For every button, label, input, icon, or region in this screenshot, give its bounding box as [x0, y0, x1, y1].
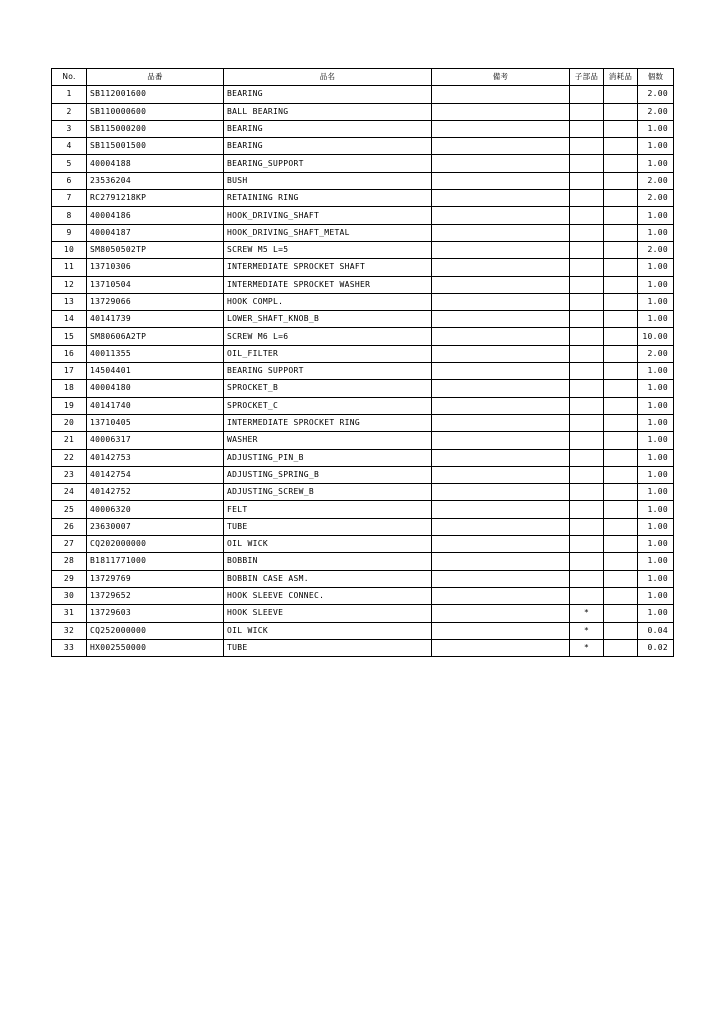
cell-part-no: 13710306	[87, 259, 224, 276]
cell-qty: 0.04	[638, 622, 674, 639]
cell-sub-part	[570, 536, 604, 553]
cell-remarks	[432, 86, 570, 103]
cell-part-no: SB112001600	[87, 86, 224, 103]
cell-consumable	[604, 363, 638, 380]
cell-qty: 1.00	[638, 587, 674, 604]
cell-sub-part	[570, 328, 604, 345]
cell-remarks	[432, 449, 570, 466]
table-row	[52, 120, 674, 137]
cell-name: HOOK COMPL.	[224, 293, 432, 310]
cell-name: ADJUSTING_SCREW_B	[224, 484, 432, 501]
cell-qty: 1.00	[638, 570, 674, 587]
cell-qty: 2.00	[638, 103, 674, 120]
cell-qty: 1.00	[638, 518, 674, 535]
cell-part-no: 40004187	[87, 224, 224, 241]
cell-sub-part	[570, 224, 604, 241]
table-row	[52, 397, 674, 414]
cell-part-no: 14504401	[87, 363, 224, 380]
cell-no: 18	[52, 380, 87, 397]
cell-qty: 1.00	[638, 484, 674, 501]
cell-part-no: SB110000600	[87, 103, 224, 120]
cell-part-no: RC2791218KP	[87, 190, 224, 207]
cell-part-no: SM8050502TP	[87, 241, 224, 258]
cell-part-no: 40141740	[87, 397, 224, 414]
cell-qty: 2.00	[638, 172, 674, 189]
cell-qty: 2.00	[638, 86, 674, 103]
cell-part-no: 13729066	[87, 293, 224, 310]
cell-name: BEARING	[224, 120, 432, 137]
table-row	[52, 345, 674, 362]
cell-no: 20	[52, 414, 87, 431]
cell-consumable	[604, 138, 638, 155]
cell-qty: 1.00	[638, 397, 674, 414]
cell-consumable	[604, 536, 638, 553]
header-no: No.	[52, 69, 87, 86]
cell-name: BEARING	[224, 138, 432, 155]
cell-consumable	[604, 155, 638, 172]
cell-remarks	[432, 414, 570, 431]
cell-part-no: 40142753	[87, 449, 224, 466]
cell-consumable	[604, 605, 638, 622]
cell-sub-part	[570, 587, 604, 604]
cell-no: 31	[52, 605, 87, 622]
cell-sub-part	[570, 414, 604, 431]
table-row	[52, 86, 674, 103]
cell-no: 21	[52, 432, 87, 449]
cell-consumable	[604, 345, 638, 362]
table-row	[52, 553, 674, 570]
cell-remarks	[432, 293, 570, 310]
cell-qty: 1.00	[638, 466, 674, 483]
cell-qty: 1.00	[638, 449, 674, 466]
cell-part-no: 23630007	[87, 518, 224, 535]
table-row	[52, 414, 674, 431]
cell-qty: 1.00	[638, 605, 674, 622]
cell-remarks	[432, 224, 570, 241]
cell-qty: 1.00	[638, 414, 674, 431]
cell-no: 33	[52, 639, 87, 656]
table-row	[52, 449, 674, 466]
cell-name: BOBBIN CASE ASM.	[224, 570, 432, 587]
header-sub-part: 子部品	[570, 69, 604, 86]
cell-qty: 1.00	[638, 380, 674, 397]
cell-no: 15	[52, 328, 87, 345]
cell-consumable	[604, 293, 638, 310]
cell-qty: 1.00	[638, 553, 674, 570]
cell-sub-part	[570, 172, 604, 189]
cell-sub-part	[570, 311, 604, 328]
cell-qty: 2.00	[638, 345, 674, 362]
cell-name: OIL WICK	[224, 622, 432, 639]
cell-remarks	[432, 536, 570, 553]
cell-remarks	[432, 570, 570, 587]
cell-remarks	[432, 276, 570, 293]
cell-part-no: 40142754	[87, 466, 224, 483]
cell-sub-part	[570, 293, 604, 310]
cell-part-no: 40006317	[87, 432, 224, 449]
cell-consumable	[604, 311, 638, 328]
cell-no: 30	[52, 587, 87, 604]
cell-part-no: 23536204	[87, 172, 224, 189]
cell-name: BUSH	[224, 172, 432, 189]
cell-remarks	[432, 345, 570, 362]
cell-remarks	[432, 466, 570, 483]
cell-remarks	[432, 432, 570, 449]
parts-body	[52, 86, 674, 657]
cell-no: 23	[52, 466, 87, 483]
cell-remarks	[432, 484, 570, 501]
table-row	[52, 466, 674, 483]
cell-no: 25	[52, 501, 87, 518]
cell-name: HOOK_DRIVING_SHAFT	[224, 207, 432, 224]
cell-sub-part	[570, 259, 604, 276]
cell-qty: 1.00	[638, 432, 674, 449]
cell-part-no: 40004188	[87, 155, 224, 172]
cell-part-no: 13710504	[87, 276, 224, 293]
cell-remarks	[432, 518, 570, 535]
table-row	[52, 172, 674, 189]
table-row	[52, 432, 674, 449]
table-row	[52, 605, 674, 622]
cell-name: TUBE	[224, 639, 432, 656]
cell-consumable	[604, 103, 638, 120]
cell-consumable	[604, 622, 638, 639]
header-consumable: 消耗品	[604, 69, 638, 86]
cell-remarks	[432, 138, 570, 155]
cell-no: 27	[52, 536, 87, 553]
parts-table	[51, 68, 674, 657]
cell-no: 8	[52, 207, 87, 224]
cell-no: 16	[52, 345, 87, 362]
cell-no: 2	[52, 103, 87, 120]
header-name: 品名	[224, 69, 432, 86]
cell-name: OIL_FILTER	[224, 345, 432, 362]
cell-qty: 1.00	[638, 224, 674, 241]
cell-qty: 1.00	[638, 138, 674, 155]
cell-part-no: CQ202000000	[87, 536, 224, 553]
cell-sub-part	[570, 138, 604, 155]
cell-name: SCREW M6 L=6	[224, 328, 432, 345]
cell-part-no: 40142752	[87, 484, 224, 501]
header-part-no: 品番	[87, 69, 224, 86]
cell-consumable	[604, 172, 638, 189]
cell-consumable	[604, 553, 638, 570]
cell-part-no: 13729652	[87, 587, 224, 604]
cell-part-no: CQ252000000	[87, 622, 224, 639]
cell-no: 12	[52, 276, 87, 293]
cell-name: ADJUSTING_PIN_B	[224, 449, 432, 466]
cell-part-no: SM80606A2TP	[87, 328, 224, 345]
table-row	[52, 518, 674, 535]
cell-remarks	[432, 328, 570, 345]
cell-remarks	[432, 380, 570, 397]
cell-sub-part	[570, 518, 604, 535]
cell-remarks	[432, 501, 570, 518]
table-row	[52, 484, 674, 501]
cell-remarks	[432, 622, 570, 639]
cell-no: 28	[52, 553, 87, 570]
cell-remarks	[432, 587, 570, 604]
cell-consumable	[604, 328, 638, 345]
cell-qty: 1.00	[638, 536, 674, 553]
cell-remarks	[432, 207, 570, 224]
table-row	[52, 587, 674, 604]
cell-sub-part	[570, 363, 604, 380]
cell-name: RETAINING RING	[224, 190, 432, 207]
cell-no: 24	[52, 484, 87, 501]
cell-name: SPROCKET_B	[224, 380, 432, 397]
cell-sub-part	[570, 103, 604, 120]
cell-consumable	[604, 241, 638, 258]
table-row	[52, 639, 674, 656]
cell-name: FELT	[224, 501, 432, 518]
cell-no: 9	[52, 224, 87, 241]
cell-sub-part: *	[570, 639, 604, 656]
cell-sub-part	[570, 553, 604, 570]
cell-name: BALL BEARING	[224, 103, 432, 120]
cell-qty: 1.00	[638, 311, 674, 328]
table-row	[52, 380, 674, 397]
cell-sub-part	[570, 190, 604, 207]
cell-no: 13	[52, 293, 87, 310]
cell-consumable	[604, 380, 638, 397]
cell-sub-part	[570, 449, 604, 466]
cell-no: 17	[52, 363, 87, 380]
table-row	[52, 293, 674, 310]
cell-name: BEARING_SUPPORT	[224, 155, 432, 172]
cell-consumable	[604, 466, 638, 483]
cell-sub-part	[570, 380, 604, 397]
cell-no: 3	[52, 120, 87, 137]
cell-remarks	[432, 311, 570, 328]
cell-consumable	[604, 397, 638, 414]
cell-no: 29	[52, 570, 87, 587]
cell-remarks	[432, 241, 570, 258]
cell-consumable	[604, 224, 638, 241]
cell-consumable	[604, 432, 638, 449]
cell-consumable	[604, 259, 638, 276]
cell-qty: 1.00	[638, 293, 674, 310]
cell-consumable	[604, 587, 638, 604]
cell-part-no: 40011355	[87, 345, 224, 362]
cell-name: TUBE	[224, 518, 432, 535]
cell-qty: 1.00	[638, 276, 674, 293]
table-row	[52, 622, 674, 639]
cell-sub-part	[570, 207, 604, 224]
cell-consumable	[604, 190, 638, 207]
cell-consumable	[604, 276, 638, 293]
cell-no: 32	[52, 622, 87, 639]
table-row	[52, 155, 674, 172]
cell-no: 1	[52, 86, 87, 103]
cell-sub-part	[570, 501, 604, 518]
cell-sub-part	[570, 432, 604, 449]
cell-name: HOOK SLEEVE CONNEC.	[224, 587, 432, 604]
header-remarks: 備考	[432, 69, 570, 86]
cell-sub-part	[570, 484, 604, 501]
cell-sub-part: *	[570, 605, 604, 622]
cell-no: 10	[52, 241, 87, 258]
cell-part-no: SB115000200	[87, 120, 224, 137]
cell-consumable	[604, 86, 638, 103]
cell-part-no: 13729603	[87, 605, 224, 622]
cell-name: ADJUSTING_SPRING_B	[224, 466, 432, 483]
table-row	[52, 224, 674, 241]
cell-qty: 1.00	[638, 259, 674, 276]
table-row	[52, 276, 674, 293]
cell-no: 22	[52, 449, 87, 466]
cell-no: 7	[52, 190, 87, 207]
cell-name: WASHER	[224, 432, 432, 449]
cell-part-no: 40006320	[87, 501, 224, 518]
cell-remarks	[432, 639, 570, 656]
cell-consumable	[604, 120, 638, 137]
cell-consumable	[604, 449, 638, 466]
cell-remarks	[432, 172, 570, 189]
table-row	[52, 103, 674, 120]
cell-name: HOOK_DRIVING_SHAFT_METAL	[224, 224, 432, 241]
cell-sub-part	[570, 466, 604, 483]
cell-sub-part	[570, 120, 604, 137]
cell-consumable	[604, 518, 638, 535]
cell-qty: 2.00	[638, 241, 674, 258]
cell-name: OIL WICK	[224, 536, 432, 553]
table-row	[52, 328, 674, 345]
cell-consumable	[604, 414, 638, 431]
cell-no: 4	[52, 138, 87, 155]
cell-consumable	[604, 570, 638, 587]
cell-sub-part	[570, 345, 604, 362]
cell-remarks	[432, 397, 570, 414]
table-row	[52, 138, 674, 155]
cell-qty: 1.00	[638, 155, 674, 172]
cell-name: BOBBIN	[224, 553, 432, 570]
cell-name: INTERMEDIATE SPROCKET RING	[224, 414, 432, 431]
cell-sub-part	[570, 155, 604, 172]
cell-no: 6	[52, 172, 87, 189]
cell-part-no: SB115001500	[87, 138, 224, 155]
cell-sub-part: *	[570, 622, 604, 639]
cell-name: SCREW M5 L=5	[224, 241, 432, 258]
cell-part-no: 13729769	[87, 570, 224, 587]
table-row	[52, 207, 674, 224]
cell-remarks	[432, 553, 570, 570]
cell-consumable	[604, 207, 638, 224]
cell-name: SPROCKET_C	[224, 397, 432, 414]
table-row	[52, 501, 674, 518]
cell-qty: 1.00	[638, 363, 674, 380]
cell-consumable	[604, 639, 638, 656]
cell-name: INTERMEDIATE SPROCKET WASHER	[224, 276, 432, 293]
cell-sub-part	[570, 86, 604, 103]
cell-sub-part	[570, 397, 604, 414]
cell-qty: 0.02	[638, 639, 674, 656]
cell-sub-part	[570, 570, 604, 587]
cell-consumable	[604, 484, 638, 501]
cell-consumable	[604, 501, 638, 518]
cell-remarks	[432, 259, 570, 276]
cell-name: BEARING	[224, 86, 432, 103]
table-row	[52, 311, 674, 328]
cell-qty: 1.00	[638, 120, 674, 137]
cell-remarks	[432, 363, 570, 380]
cell-qty: 2.00	[638, 190, 674, 207]
cell-name: HOOK SLEEVE	[224, 605, 432, 622]
cell-name: LOWER_SHAFT_KNOB_B	[224, 311, 432, 328]
table-row	[52, 241, 674, 258]
cell-remarks	[432, 190, 570, 207]
cell-remarks	[432, 155, 570, 172]
table-row	[52, 570, 674, 587]
cell-part-no: 13710405	[87, 414, 224, 431]
cell-no: 26	[52, 518, 87, 535]
cell-qty: 1.00	[638, 207, 674, 224]
header-qty: 個数	[638, 69, 674, 86]
cell-part-no: 40004180	[87, 380, 224, 397]
cell-sub-part	[570, 241, 604, 258]
cell-remarks	[432, 120, 570, 137]
cell-remarks	[432, 605, 570, 622]
cell-sub-part	[570, 276, 604, 293]
table-row	[52, 190, 674, 207]
cell-no: 5	[52, 155, 87, 172]
cell-no: 11	[52, 259, 87, 276]
table-row	[52, 259, 674, 276]
cell-name: BEARING SUPPORT	[224, 363, 432, 380]
cell-remarks	[432, 103, 570, 120]
table-row	[52, 536, 674, 553]
cell-part-no: B1811771000	[87, 553, 224, 570]
cell-no: 19	[52, 397, 87, 414]
header-row	[52, 69, 674, 86]
cell-qty: 10.00	[638, 328, 674, 345]
cell-name: INTERMEDIATE SPROCKET SHAFT	[224, 259, 432, 276]
cell-no: 14	[52, 311, 87, 328]
cell-part-no: HX002550000	[87, 639, 224, 656]
cell-part-no: 40141739	[87, 311, 224, 328]
table-row	[52, 363, 674, 380]
cell-qty: 1.00	[638, 501, 674, 518]
cell-part-no: 40004186	[87, 207, 224, 224]
